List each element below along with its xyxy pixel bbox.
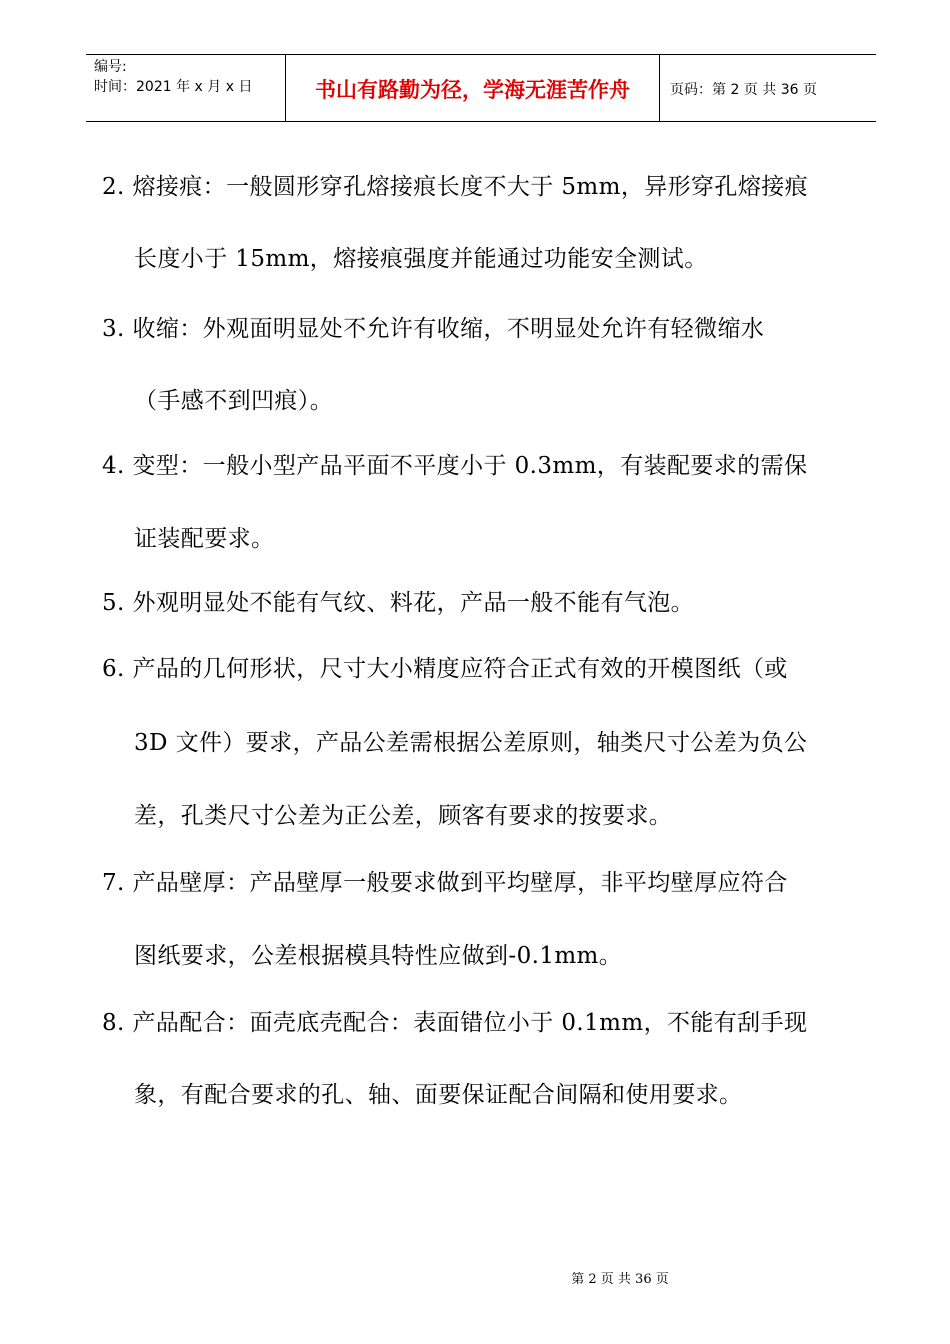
list-item-number: 6. [102,656,125,682]
list-item-number: 3. [102,316,125,342]
page-footer: 第 2 页 共 36 页 [571,1272,669,1287]
list-item-text: 产品的几何形状，尺寸大小精度应符合正式有效的开模图纸（或 [132,656,788,682]
list-item-continuation: 差，孔类尺寸公差为正公差，顾客有要求的按要求。 [134,803,673,829]
list-item-number: 8. [102,1010,125,1036]
list-item-continuation: 3D 文件）要求，产品公差需根据公差原则，轴类尺寸公差为负公 [134,730,808,756]
list-item-first-line [102,1004,807,1037]
list-item-first-line [102,168,808,201]
list-item-number: 2. [102,174,125,200]
page-header [86,54,876,122]
header-motto: 书山有路勤为径，学海无涯苦作舟 [286,55,660,121]
list-item-number: 4. [102,453,125,479]
list-item-text: 熔接痕：一般圆形穿孔熔接痕长度不大于 5mm，异形穿孔熔接痕 [132,174,809,200]
list-item-continuation: 长度小于 15mm，熔接痕强度并能通过功能安全测试。 [134,246,708,272]
list-item-first-line [102,310,764,343]
list-item-number: 7. [102,870,125,896]
header-left-cell [86,55,286,121]
list-item-first-line [102,864,788,897]
header-page-info: 页码：第 2 页 共 36 页 [670,82,817,98]
list-item-first-line [102,584,694,617]
list-item-first-line [102,447,807,480]
list-item-continuation: 图纸要求，公差根据模具特性应做到-0.1mm。 [134,943,623,969]
list-item-continuation: （手感不到凹痕）。 [134,388,334,414]
list-item-text: 收缩：外观面明显处不允许有收缩，不明显处允许有轻微缩水 [132,316,765,342]
list-item-number: 5. [102,590,125,616]
list-item-text: 产品配合：面壳底壳配合：表面错位小于 0.1mm，不能有刮手现 [132,1010,808,1036]
list-item-continuation: 象，有配合要求的孔、轴、面要保证配合间隔和使用要求。 [134,1082,743,1108]
list-item-text: 变型：一般小型产品平面不平度小于 0.3mm，有装配要求的需保 [132,453,808,479]
list-item-first-line [102,650,788,683]
list-item-text: 外观明显处不能有气纹、料花，产品一般不能有气泡。 [132,590,695,616]
list-item-continuation: 证装配要求。 [134,526,275,552]
document-time-label: 时间：2021 年 x 月 x 日 [94,79,253,95]
document-number-label: 编号: [94,59,127,75]
list-item-text: 产品壁厚：产品壁厚一般要求做到平均壁厚，非平均壁厚应符合 [132,870,788,896]
